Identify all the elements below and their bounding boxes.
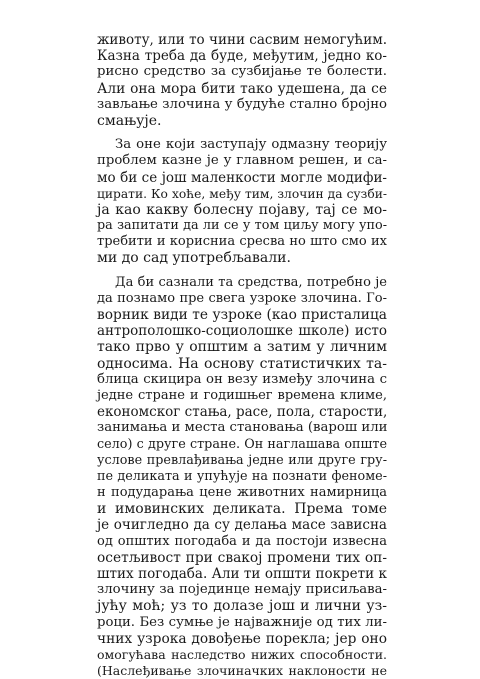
paragraph-3 (97, 275, 387, 679)
text-line: роци. Без сумње је најважније од тих ли- (97, 614, 387, 630)
text-line: је очигледно да су делања масе зависна (97, 517, 387, 534)
text-line: злочину за појединце немају присиљава- (97, 582, 387, 598)
text-line: блица скицира он везу између злочина с (97, 371, 387, 387)
text-line: омогућава наследство нижих способности. (97, 646, 387, 662)
text-line: Да би сазнали та средства, потребно је (115, 274, 387, 290)
text-line: штих погодаба. Али ти општи покрети к (97, 566, 387, 582)
text-line: рисно средство за сузбијање те болести. (97, 64, 387, 80)
document-page (97, 32, 387, 679)
text-line: цирати. Ко хоће, међу тим, злочин да сузби- (97, 186, 387, 201)
text-line: ворник види те узроке (као присталица (97, 307, 387, 323)
text-line: ми до сад употребљавали. (97, 250, 291, 267)
text-line: тако прво у општим а затим у личним (97, 339, 387, 356)
text-line: проблем казне је у главном решен, и са- (97, 153, 387, 169)
text-line: ја као какву болесну појаву, тај се мо- (97, 201, 387, 218)
paragraph-2 (97, 137, 387, 267)
text-line: животу, или то чини сасвим немогућим. (97, 32, 387, 48)
text-line: и имовинских деликата. Према томе (97, 501, 387, 518)
text-line: антрополошко-социолошке школе) исто (97, 323, 387, 340)
text-line: Казна треба да буде, међутим, једно ко- (97, 48, 387, 65)
text-line: н подударања цене животних намирница (97, 485, 387, 501)
text-line: једне стране и годишњег времена климе, (97, 387, 387, 403)
text-line: осетљивост при свакој промени тих оп- (97, 549, 387, 566)
text-line: занимања и места становања (варош или (97, 420, 388, 436)
text-line: село) с друге стране. Он наглашава опште (97, 436, 387, 452)
text-line: да познамо пре свега узроке злочина. Го- (97, 290, 387, 306)
text-line: смањује. (97, 112, 162, 129)
text-line: ра запитати да ли се у том циљу могу упо- (97, 218, 387, 234)
text-line: чних узрока довођење порекла; јер оно (97, 630, 387, 647)
text-line: мо би се још маленкости могле модифи- (97, 169, 387, 186)
text-line: (Наслеђивање злочиначких наклоности не (97, 663, 387, 679)
text-line: За оне који заступају одмазну теорију (115, 137, 387, 153)
text-line: требити и корисниа сресва но што смо их (97, 234, 387, 250)
text-line: јућу моћ; уз то долазе још и лични уз- (97, 598, 387, 615)
text-line: од општих погодаба и да постоји извесна (97, 533, 387, 549)
text-line: Али она мора бити тако удешена, да се (97, 80, 387, 97)
text-line: односима. На основу статистичких та- (97, 355, 387, 372)
paragraph-1 (97, 32, 387, 129)
text-line: зављање злочина у будуће стално бројно (97, 96, 387, 112)
text-line: услове превлађивања једне или друге гру- (97, 452, 387, 468)
text-line: економског стања, расе, пола, старости, (97, 404, 388, 421)
text-line: пе деликата и упућује на познати феноме- (97, 468, 387, 484)
